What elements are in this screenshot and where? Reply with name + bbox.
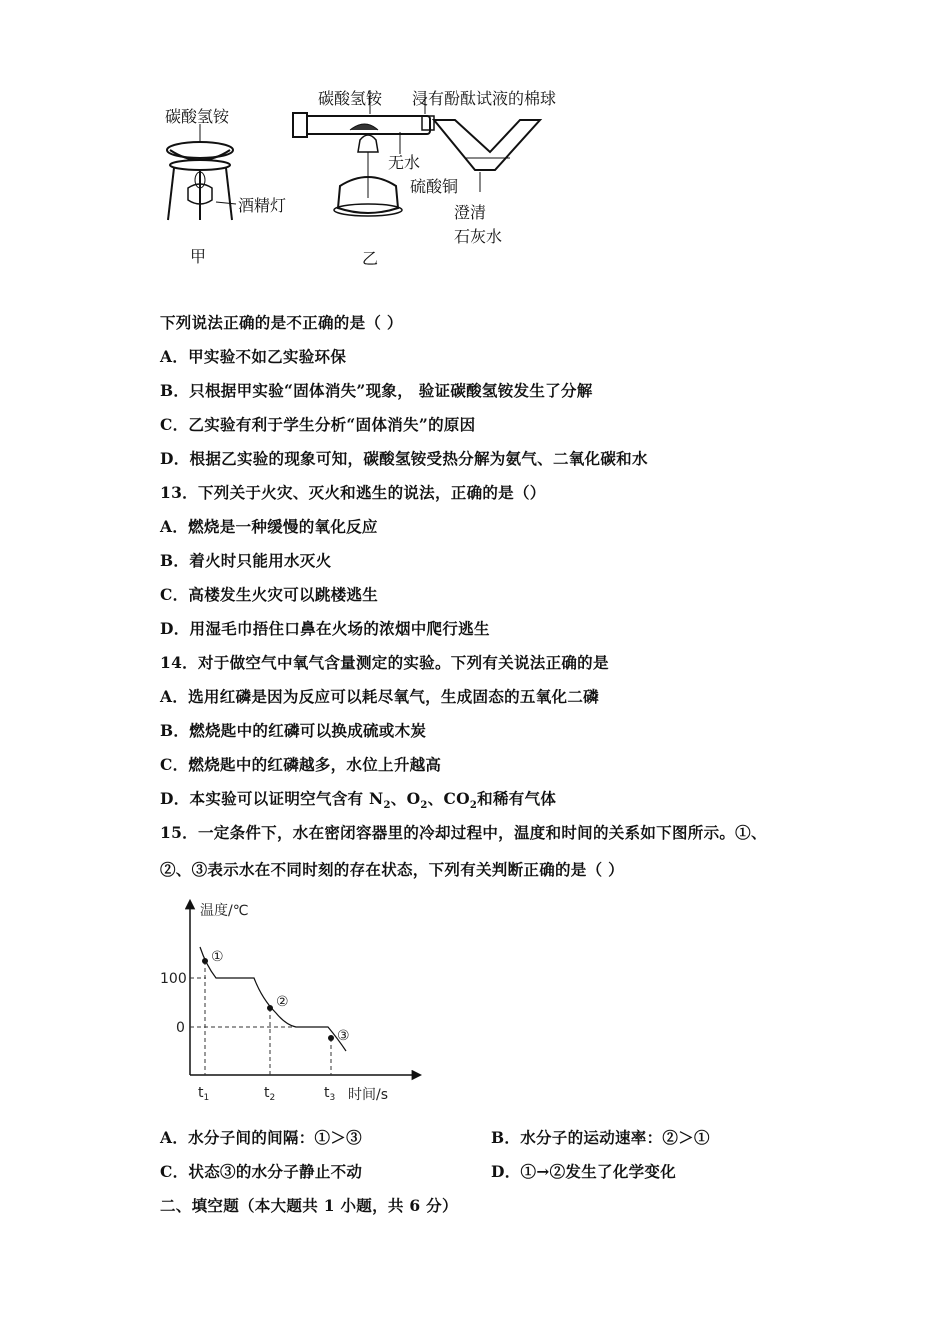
x-axis-label: 时间/s <box>348 1087 389 1103</box>
temperature-time-chart <box>150 895 440 1110</box>
y-tick-0: 0 <box>176 1020 185 1036</box>
q14-option-d <box>160 787 556 811</box>
yi-cuso4-label-1: 无水 <box>388 153 421 172</box>
q13-stem: 13．下列关于火灾、灭火和逃生的说法，正确的是（） <box>160 483 546 502</box>
y-tick-100: 100 <box>160 971 187 987</box>
q14-d-suffix: 和稀有气体 <box>477 789 557 808</box>
marker-label-2: ② <box>276 994 289 1010</box>
q14-option-a: A．选用红磷是因为反应可以耗尽氧气，生成固态的五氧化二磷 <box>160 687 599 706</box>
q12-option-c: C．乙实验有利于学生分析“固体消失”的原因 <box>160 415 476 434</box>
marker-label-3: ③ <box>337 1028 350 1044</box>
yi-reagent-label: 碳酸氢铵 <box>318 89 383 108</box>
yi-cuso4-label-2: 硫酸铜 <box>410 177 459 196</box>
x-tick-t2: $t_2$ <box>264 1085 276 1103</box>
jia-reagent-label: 碳酸氢铵 <box>165 107 230 126</box>
x-tick-t1: $t_1$ <box>198 1085 210 1103</box>
q12-option-d: D．根据乙实验的现象可知，碳酸氢铵受热分解为氨气、二氧化碳和水 <box>160 449 648 468</box>
q14-d-o-sub: 2 <box>420 800 428 812</box>
q12-option-a: A．甲实验不如乙实验环保 <box>160 347 347 366</box>
state-point-3 <box>328 1035 334 1041</box>
yi-cotton-label: 浸有酚酞试液的棉球 <box>412 89 557 108</box>
state-point-1 <box>202 958 208 964</box>
q15-option-a: A．水分子间的间隔：①＞③ <box>160 1128 362 1147</box>
q15-stem-line1: 15．一定条件下，水在密闭容器里的冷却过程中，温度和时间的关系如下图所示。①、 <box>160 823 767 842</box>
q15-option-c: C．状态③的水分子静止不动 <box>160 1162 363 1181</box>
q15-option-b: B．水分子的运动速率：②＞① <box>491 1128 710 1147</box>
q12-option-b: B．只根据甲实验“固体消失”现象， 验证碳酸氢铵发生了分解 <box>160 381 593 400</box>
q14-d-prefix: D．本实验可以证明空气含有 N <box>160 789 384 808</box>
q15-option-d: D．①→②发生了化学变化 <box>491 1162 677 1181</box>
yi-limewater-label-1: 澄清 <box>454 203 487 222</box>
x-tick-t3: $t_3$ <box>324 1085 336 1103</box>
marker-label-1: ① <box>211 949 224 965</box>
q13-option-b: B．着火时只能用水灭火 <box>160 551 332 570</box>
q12-stem: 下列说法正确的是不正确的是（ ） <box>160 313 403 332</box>
jia-caption: 甲 <box>190 247 207 266</box>
q14-d-co-sub: 2 <box>469 800 478 812</box>
q14-option-c: C．燃烧匙中的红磷越多，水位上升越高 <box>160 755 442 774</box>
section2-heading: 二、填空题（本大题共 1 小题，共 6 分） <box>160 1196 458 1215</box>
q15-stem-line2: ②、③表示水在不同时刻的存在状态，下列有关判断正确的是（ ） <box>160 860 624 879</box>
q14-d-sep2: 、CO <box>427 789 470 808</box>
state-point-2 <box>267 1005 273 1011</box>
q14-d-n-sub: 2 <box>383 800 391 812</box>
q14-option-b: B．燃烧匙中的红磷可以换成硫或木炭 <box>160 721 427 740</box>
y-axis-label: 温度/℃ <box>200 903 249 919</box>
q13-option-a: A．燃烧是一种缓慢的氧化反应 <box>160 517 378 536</box>
yi-caption: 乙 <box>362 249 379 268</box>
q13-option-d: D．用湿毛巾捂住口鼻在火场的浓烟中爬行逃生 <box>160 619 490 638</box>
q14-d-sep1: 、O <box>390 789 421 808</box>
apparatus-jia <box>167 124 236 220</box>
q14-stem: 14．对于做空气中氧气含量测定的实验。下列有关说法正确的是 <box>160 653 609 672</box>
yi-limewater-label-2: 石灰水 <box>454 227 503 246</box>
jia-lamp-label: 酒精灯 <box>238 196 287 215</box>
q13-option-c: C．高楼发生火灾可以跳楼逃生 <box>160 585 379 604</box>
